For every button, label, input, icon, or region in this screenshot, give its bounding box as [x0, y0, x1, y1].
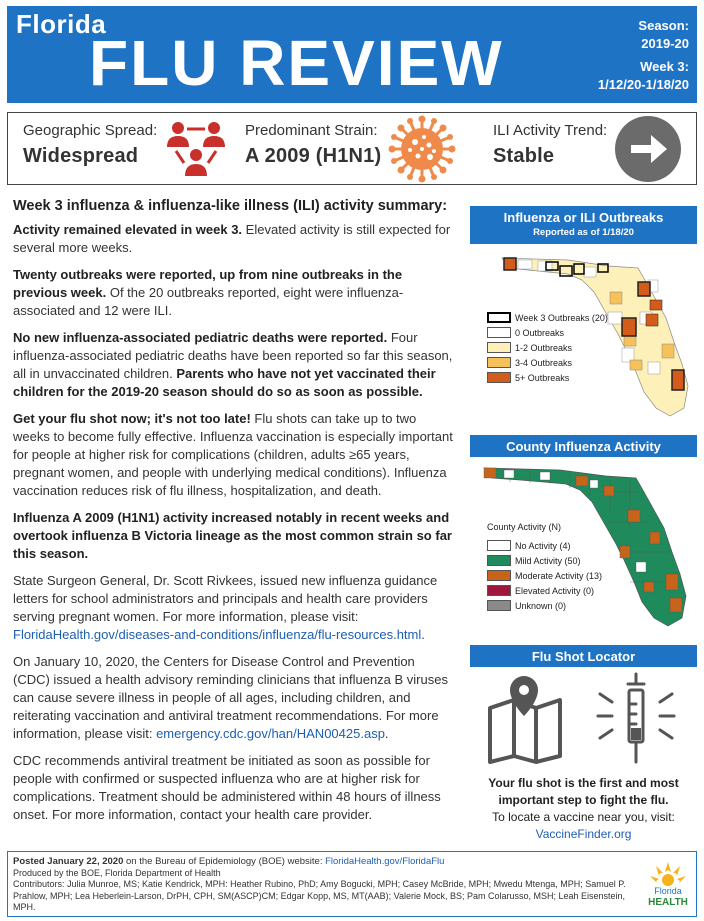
trend-label: ILI Activity Trend:: [493, 122, 608, 139]
posted-date: Posted January 22, 2020: [13, 856, 124, 867]
virus-icon: [388, 115, 456, 183]
p6-text: State Surgeon General, Dr. Scott Rivkees, issued new influenza guidance letters for school administrators and principals and health care providers serving pregnant women. For more information, please visit:: [13, 573, 438, 624]
legend-row: [487, 355, 608, 370]
geo-spread-value: Widespread: [23, 145, 139, 167]
summary-heading: Week 3 influenza & influenza-like illness (ILI) activity summary:: [13, 198, 448, 214]
legend-row: [487, 310, 608, 325]
legend-row: [487, 583, 602, 598]
syringe-icon: [596, 672, 692, 764]
p7-text: On January 10, 2020, the Centers for Disease Control and Prevention (CDC) issued a health advisory reminding clinicians that influenza B viruses can cause severe illness in people of all ages, including children, and reiterating vaccination and antiviral treatment recommendations. For more information, please visit:: [13, 654, 448, 741]
p7-end: .: [384, 726, 389, 741]
p6-end: .: [421, 627, 425, 642]
paragraph-guidance: [13, 572, 455, 644]
p8-text: CDC recommends antiviral treatment be initiated as soon as possible for people with confirmed or suspected influenza who are at higher risk for complications. Treatment should be administered within 48 hours of illness onset. For more information, contact your health care provider.: [13, 753, 441, 822]
legend-row: [487, 370, 608, 385]
outbreaks-header: [470, 206, 697, 244]
legend-label: 5+ Outbreaks: [515, 372, 570, 383]
p1-bold: Activity remained elevated in week 3.: [13, 222, 243, 237]
legend-swatch: [487, 555, 511, 566]
posted-text: on the Bureau of Epidemiology (BOE) website:: [123, 856, 326, 867]
legend-swatch: [487, 600, 511, 611]
legend-label: Week 3 Outbreaks (20): [515, 312, 608, 323]
p3-bold: No new influenza-associated pediatric deaths were reported.: [13, 330, 388, 345]
legend-swatch: [487, 540, 511, 551]
p3-text: Four influenza-associated pediatric deaths have been reported so far this season, all in unvaccinated children.: [13, 330, 453, 381]
legend-title: County Activity (N): [487, 522, 562, 532]
county-activity-legend: [487, 522, 602, 613]
locator-line2: To locate a vaccine near you, visit:: [492, 810, 675, 824]
season-label: Season:: [638, 18, 689, 33]
flu-resources-link[interactable]: FloridaHealth.gov/diseases-and-conditions/influenza/flu-resources.html: [13, 627, 422, 642]
cdc-han-link[interactable]: emergency.cdc.gov/han/HAN00425.asp: [156, 726, 385, 741]
legend-swatch: [487, 585, 511, 596]
map-pin-icon: [484, 672, 584, 764]
legend-label: 0 Outbreaks: [515, 327, 565, 338]
week-label: Week 3:: [640, 59, 689, 74]
posted-line: [13, 856, 640, 868]
outbreaks-legend: [487, 310, 608, 385]
locator-title: Flu Shot Locator: [531, 649, 636, 664]
header-banner: [7, 6, 697, 103]
p1-text: Elevated activity is still expected for several more weeks.: [13, 222, 451, 255]
footer: [7, 851, 697, 917]
legend-label: Mild Activity (50): [515, 555, 581, 566]
legend-label: No Activity (4): [515, 540, 571, 551]
outbreaks-subtitle: Reported as of 1/18/20: [533, 227, 634, 238]
people-spread-icon: [164, 117, 228, 181]
legend-swatch: [487, 357, 511, 368]
brand-name: Florida: [16, 9, 107, 39]
legend-row: [487, 598, 602, 613]
p4-text: Flu shots can take up to two weeks to become fully effective. Influenza vaccination is especially important for people at higher risk for complications (children, adults ≥65 years, pregnant women, and people with underlying medical conditions). Influenza vaccination reduces risk of flu illness, hospitalization, and death.: [13, 411, 453, 498]
legend-swatch: [487, 570, 511, 581]
summary-bar: [7, 112, 697, 185]
logo-florida: Florida: [654, 886, 682, 896]
strain-value: A 2009 (H1N1): [245, 145, 382, 167]
week-range: 1/12/20-1/18/20: [597, 77, 689, 92]
legend-swatch: [487, 312, 511, 323]
legend-label: Elevated Activity (0): [515, 585, 595, 596]
vaccine-finder-link[interactable]: VaccineFinder.org: [535, 827, 632, 841]
locator-header: [470, 645, 697, 667]
outbreaks-title: Influenza or ILI Outbreaks: [503, 210, 664, 225]
contributors-line: Contributors: Julia Munroe, MS; Katie Kendrick, MPH: Heather Rubino, PhD; Amy Bogucki, MPH; Casey McBride, MPH; Mwedu Mtenga, MPH; Samuel P. Prahlow, MPH; Lea Heberlein-Larson, DrPH, CPH, SM(ASCP)CM; Edgar Kopp, MS, MT(AAB); Valerie Mock, BS; Pam Colarusso, MSH; Leah Eisenstein, MPH.: [13, 879, 626, 912]
paragraph-outbreaks: [13, 266, 455, 320]
legend-swatch: [487, 372, 511, 383]
paragraph-flu-shot: [13, 410, 455, 500]
logo-health: HEALTH: [648, 897, 688, 908]
county-activity-title: County Influenza Activity: [506, 439, 661, 454]
legend-swatch: [487, 327, 511, 338]
legend-row: [487, 538, 602, 553]
legend-label: Moderate Activity (13): [515, 570, 603, 581]
florida-flu-link[interactable]: FloridaHealth.gov/FloridaFlu: [325, 856, 445, 867]
p3-bold2: Parents who have not yet vaccinated their children for the 2019-20 season should do so as soon as possible.: [13, 366, 436, 399]
page-title: FLU REVIEW: [89, 27, 504, 99]
strain-label: Predominant Strain:: [245, 122, 378, 139]
p4-bold: Get your flu shot now; it's not too late!: [13, 411, 251, 426]
week-info: [598, 58, 689, 94]
geo-spread-label: Geographic Spread:: [23, 122, 158, 139]
legend-row: [487, 340, 608, 355]
produced-line: Produced by the BOE, Florida Department of Health: [13, 867, 221, 878]
legend-label: 1-2 Outbreaks: [515, 342, 573, 353]
arrow-right-icon: [614, 115, 682, 183]
season-info: [638, 17, 689, 53]
locator-text: [470, 775, 697, 843]
activity-summary: [13, 197, 455, 833]
p2-bold: Twenty outbreaks were reported, up from nine outbreaks in the previous week.: [13, 267, 403, 300]
legend-label: 3-4 Outbreaks: [515, 357, 573, 368]
season-value: 2019-20: [641, 36, 689, 51]
paragraph-cdc-advisory: [13, 653, 455, 743]
paragraph-activity: [13, 221, 455, 257]
legend-row: [487, 325, 608, 340]
p2-text: Of the 20 outbreaks reported, eight were influenza-associated and 12 were ILI.: [13, 285, 404, 318]
p5-bold: Influenza A 2009 (H1N1) activity increased notably in recent weeks and overtook influenza B Victoria lineage as the most common strain so far this season.: [13, 510, 452, 561]
legend-label: Unknown (0): [515, 600, 567, 611]
legend-row: [487, 568, 602, 583]
paragraph-antiviral: [13, 752, 455, 824]
legend-swatch: [487, 342, 511, 353]
county-activity-header: [470, 435, 697, 457]
paragraph-pediatric: [13, 329, 455, 401]
legend-row: [487, 553, 602, 568]
locator-line1: Your flu shot is the first and most important step to fight the flu.: [488, 776, 679, 807]
paragraph-strain: [13, 509, 455, 563]
trend-value: Stable: [493, 145, 555, 167]
florida-health-logo: [646, 860, 690, 908]
